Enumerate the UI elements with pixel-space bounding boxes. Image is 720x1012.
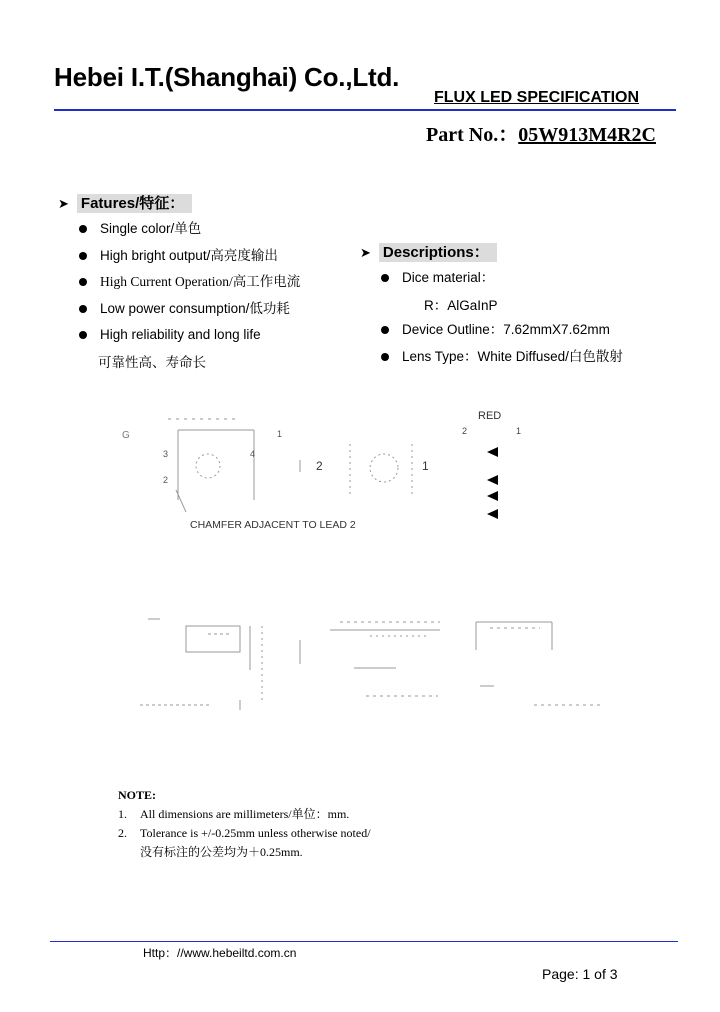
notes-title: NOTE: <box>118 788 157 802</box>
features-heading <box>58 192 192 213</box>
note-text: All dimensions are millimeters/单位：mm. <box>140 807 350 821</box>
arrow-icon: ➤ <box>58 196 69 211</box>
pin-label-4: 4 <box>250 449 256 459</box>
website-link[interactable]: Http：//www.hebeiltd.com.cn <box>143 946 297 960</box>
feature-text: High bright output/高亮度输出 <box>100 247 278 263</box>
center-label-1: 1 <box>422 459 429 473</box>
descriptions-title: Descriptions： <box>379 243 497 262</box>
list-item <box>78 299 378 326</box>
pin-label-3: 3 <box>163 449 169 459</box>
note-text: 没有标注的公差均为＋0.25mm. <box>140 845 303 859</box>
page-number: Page: 1 of 3 <box>542 966 618 982</box>
features-extra: 可靠性高、寿命长 <box>98 355 206 370</box>
feature-text: Low power consumption/低功耗 <box>100 300 290 316</box>
led-triangle-icon <box>487 509 498 519</box>
bullet-icon <box>381 353 389 361</box>
list-item <box>380 347 700 374</box>
arrow-icon: ➤ <box>360 245 371 260</box>
description-text: Lens Type：White Diffused/白色散射 <box>402 348 623 364</box>
note-row <box>118 824 371 843</box>
features-list <box>78 219 378 352</box>
pin-label-1: 1 <box>277 429 283 439</box>
list-item <box>78 246 378 273</box>
note-number: 2. <box>118 826 127 840</box>
list-item <box>78 325 378 352</box>
top-view <box>168 419 254 512</box>
led-triangle-icon <box>487 447 498 457</box>
description-text: Dice material： <box>402 270 495 285</box>
list-item <box>78 219 378 246</box>
list-item <box>380 320 700 347</box>
bullet-icon <box>381 274 389 282</box>
header-divider <box>54 109 676 111</box>
dice-value: R：AlGaInP <box>424 298 498 313</box>
company-name: Hebei I.T.(Shanghai) Co.,Ltd. <box>54 62 400 92</box>
side-views <box>140 619 604 710</box>
part-number-line <box>426 118 656 147</box>
spec-title: FLUX LED SPECIFICATION <box>434 89 640 106</box>
notes-block <box>118 786 371 862</box>
features-title: Fatures/特征： <box>77 194 192 213</box>
note-number: 1. <box>118 807 127 821</box>
descriptions-list-2 <box>380 320 700 373</box>
pin-label-2: 2 <box>163 475 169 485</box>
descriptions-list <box>380 268 700 295</box>
bullet-icon <box>79 305 87 313</box>
red-pin-1: 1 <box>516 426 522 436</box>
feature-text: High Current Operation/高工作电流 <box>100 274 301 289</box>
footer-divider <box>50 941 678 942</box>
led-triangle-icon <box>487 491 498 501</box>
center-label-2: 2 <box>316 459 323 473</box>
part-label: Part No.： <box>426 124 519 146</box>
note-row <box>118 805 371 824</box>
bullet-icon <box>79 278 87 286</box>
bullet-icon <box>79 225 87 233</box>
red-label: RED <box>478 410 502 422</box>
dim-text: G <box>122 430 130 441</box>
led-triangle-icon <box>487 475 498 485</box>
description-text: Device Outline：7.62mmX7.62mm <box>402 322 610 337</box>
feature-text: Single color/单色 <box>100 221 202 236</box>
bullet-icon <box>79 331 87 339</box>
red-pin-2: 2 <box>462 426 468 436</box>
list-item <box>78 272 378 299</box>
feature-text: High reliability and long life <box>100 327 261 342</box>
descriptions-heading <box>360 241 497 262</box>
note-row <box>118 843 371 862</box>
part-number: 05W913M4R2C <box>518 124 656 146</box>
package-drawing <box>0 400 720 720</box>
list-item <box>380 268 700 295</box>
bullet-icon <box>79 252 87 260</box>
note-text: Tolerance is +/-0.25mm unless otherwise noted/ <box>140 826 371 840</box>
chamfer-note: CHAMFER ADJACENT TO LEAD 2 <box>190 519 356 531</box>
bullet-icon <box>381 326 389 334</box>
